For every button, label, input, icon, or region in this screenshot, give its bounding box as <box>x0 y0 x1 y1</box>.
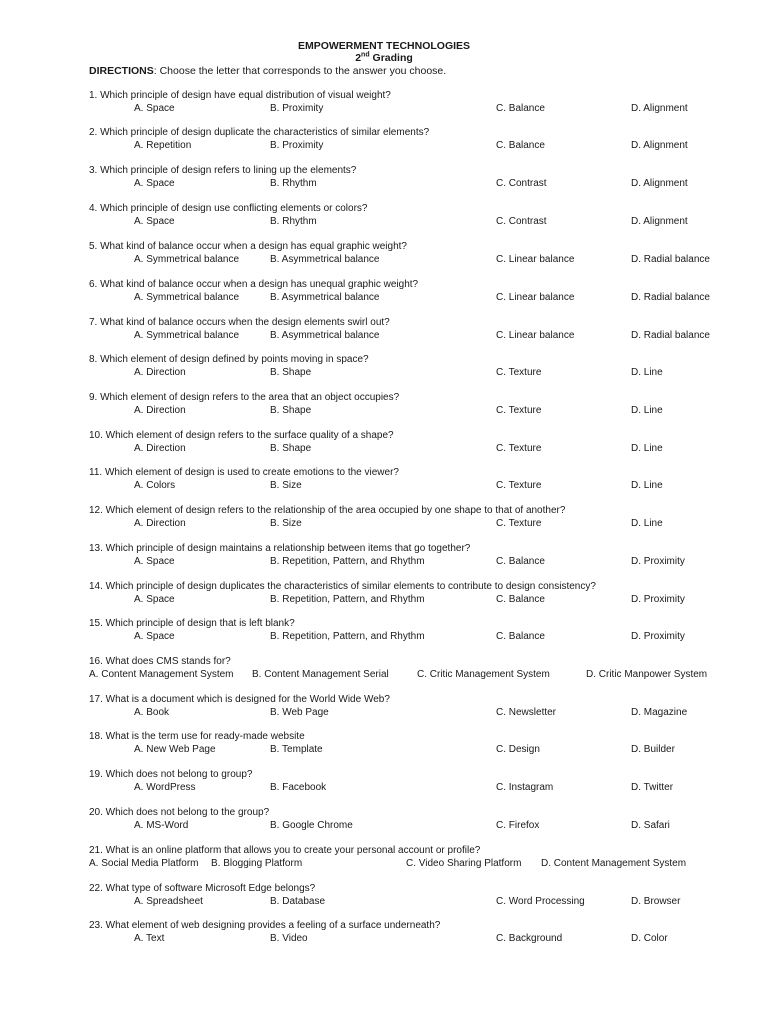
question-text: 22. What type of software Microsoft Edge belongs? <box>89 883 316 894</box>
option-d: D. Builder <box>631 744 675 755</box>
option-c: C. Texture <box>496 405 542 416</box>
option-a: A. Content Management System <box>89 669 234 680</box>
option-d: D. Safari <box>631 820 670 831</box>
question-text: 1. Which principle of design have equal distribution of visual weight? <box>89 90 391 101</box>
grading-ordinal-suffix: nd <box>361 51 370 59</box>
option-d: D. Proximity <box>631 631 685 642</box>
option-b: B. Size <box>270 480 302 491</box>
option-d: D. Line <box>631 405 663 416</box>
option-c: C. Texture <box>496 480 542 491</box>
option-a: A. Repetition <box>134 140 192 151</box>
option-b: B. Repetition, Pattern, and Rhythm <box>270 594 425 605</box>
option-d: D. Line <box>631 443 663 454</box>
question-text: 3. Which principle of design refers to lining up the elements? <box>89 165 357 176</box>
question-text: 15. Which principle of design that is left blank? <box>89 618 295 629</box>
option-b: B. Rhythm <box>270 216 317 227</box>
option-d: D. Alignment <box>631 216 688 227</box>
option-d: D. Radial balance <box>631 330 710 341</box>
option-c: C. Critic Management System <box>417 669 550 680</box>
option-a: A. Direction <box>134 518 186 529</box>
question-text: 5. What kind of balance occur when a design has equal graphic weight? <box>89 241 407 252</box>
question-text: 17. What is a document which is designed for the World Wide Web? <box>89 694 390 705</box>
option-b: B. Rhythm <box>270 178 317 189</box>
directions <box>89 65 446 77</box>
option-a: A. MS-Word <box>134 820 189 831</box>
option-d: D. Alignment <box>631 140 688 151</box>
option-c: C. Newsletter <box>496 707 557 718</box>
option-d: D. Critic Manpower System <box>586 669 708 680</box>
option-b: B. Repetition, Pattern, and Rhythm <box>270 556 425 567</box>
option-b: B. Asymmetrical balance <box>270 292 380 303</box>
option-b: B. Size <box>270 518 302 529</box>
question-text: 11. Which element of design is used to create emotions to the viewer? <box>89 467 399 478</box>
option-a: A. Direction <box>134 405 186 416</box>
question-text: 8. Which element of design defined by points moving in space? <box>89 354 369 365</box>
option-d: D. Twitter <box>631 782 674 793</box>
question-text: 14. Which principle of design duplicates the characteristics of similar elements to contribute to design consistency? <box>89 581 596 592</box>
option-d: D. Line <box>631 480 663 491</box>
option-d: D. Alignment <box>631 178 688 189</box>
option-a: A. Symmetrical balance <box>134 254 240 265</box>
option-a: A. Spreadsheet <box>134 896 203 907</box>
question-text: 12. Which element of design refers to the relationship of the area occupied by one shape to that of another? <box>89 505 566 516</box>
option-d: D. Browser <box>631 896 681 907</box>
option-a: A. Space <box>134 556 175 567</box>
document-title: EMPOWERMENT TECHNOLOGIES <box>297 40 471 52</box>
option-a: A. New Web Page <box>134 744 216 755</box>
option-a: A. Space <box>134 103 175 114</box>
option-c: C. Texture <box>496 367 542 378</box>
question-text: 2. Which principle of design duplicate the characteristics of similar elements? <box>89 127 430 138</box>
question-text: 23. What element of web designing provides a feeling of a surface underneath? <box>89 920 441 931</box>
option-c: C. Balance <box>496 594 545 605</box>
option-c: C. Instagram <box>496 782 554 793</box>
option-a: A. Space <box>134 178 175 189</box>
option-a: A. Symmetrical balance <box>134 330 240 341</box>
option-d: D. Radial balance <box>631 254 710 265</box>
option-a: A. Space <box>134 594 175 605</box>
option-d: D. Radial balance <box>631 292 710 303</box>
option-b: B. Shape <box>270 367 312 378</box>
option-d: D. Line <box>631 518 663 529</box>
option-d: D. Line <box>631 367 663 378</box>
option-b: B. Google Chrome <box>270 820 353 831</box>
option-c: C. Linear balance <box>496 254 575 265</box>
option-d: D. Content Management System <box>541 858 687 869</box>
grading-number: 2 <box>355 52 362 64</box>
option-c: C. Balance <box>496 103 545 114</box>
option-a: A. Symmetrical balance <box>134 292 240 303</box>
option-c: C. Linear balance <box>496 292 575 303</box>
option-a: A. Space <box>134 216 175 227</box>
option-c: C. Texture <box>496 518 542 529</box>
question-text: 7. What kind of balance occurs when the design elements swirl out? <box>89 317 390 328</box>
option-c: C. Linear balance <box>496 330 575 341</box>
question-text: 16. What does CMS stands for? <box>89 656 231 667</box>
option-a: A. Social Media Platform <box>89 858 199 869</box>
option-b: B. Database <box>270 896 326 907</box>
question-text: 10. Which element of design refers to the surface quality of a shape? <box>89 430 394 441</box>
option-b: B. Proximity <box>270 140 324 151</box>
option-b: B. Shape <box>270 443 312 454</box>
option-b: B. Video <box>270 933 308 944</box>
option-c: C. Balance <box>496 631 545 642</box>
option-b: B. Proximity <box>270 103 324 114</box>
option-b: B. Web Page <box>270 707 329 718</box>
option-b: B. Blogging Platform <box>211 858 303 869</box>
question-text: 18. What is the term use for ready-made website <box>89 731 305 742</box>
option-a: A. Direction <box>134 443 186 454</box>
option-d: D. Color <box>631 933 668 944</box>
question-text: 19. Which does not belong to group? <box>89 769 253 780</box>
option-c: C. Design <box>496 744 540 755</box>
option-b: B. Shape <box>270 405 312 416</box>
option-b: B. Asymmetrical balance <box>270 330 380 341</box>
grading-word: Grading <box>372 52 413 64</box>
option-b: B. Asymmetrical balance <box>270 254 380 265</box>
option-b: B. Repetition, Pattern, and Rhythm <box>270 631 425 642</box>
option-c: C. Background <box>496 933 563 944</box>
option-a: A. WordPress <box>134 782 196 793</box>
option-a: A. Space <box>134 631 175 642</box>
question-text: 21. What is an online platform that allows you to create your personal account or profile? <box>89 845 481 856</box>
option-c: C. Contrast <box>496 216 547 227</box>
directions-text: : Choose the letter that corresponds to the answer you choose. <box>153 65 447 77</box>
question-text: 9. Which element of design refers to the area that an object occupies? <box>89 392 400 403</box>
option-d: D. Proximity <box>631 594 685 605</box>
option-b: B. Facebook <box>270 782 327 793</box>
option-a: A. Text <box>134 933 165 944</box>
option-a: A. Colors <box>134 480 176 491</box>
option-d: D. Magazine <box>631 707 688 718</box>
question-text: 6. What kind of balance occur when a design has unequal graphic weight? <box>89 279 419 290</box>
option-c: C. Balance <box>496 556 545 567</box>
option-a: A. Book <box>134 707 170 718</box>
option-c: C. Texture <box>496 443 542 454</box>
option-c: C. Contrast <box>496 178 547 189</box>
option-d: D. Alignment <box>631 103 688 114</box>
question-text: 4. Which principle of design use conflicting elements or colors? <box>89 203 368 214</box>
grading-label <box>0 52 768 64</box>
question-text: 20. Which does not belong to the group? <box>89 807 270 818</box>
option-c: C. Balance <box>496 140 545 151</box>
option-d: D. Proximity <box>631 556 685 567</box>
option-c: C. Word Processing <box>496 896 585 907</box>
option-b: B. Content Management Serial <box>252 669 389 680</box>
question-text: 13. Which principle of design maintains a relationship between items that go together? <box>89 543 471 554</box>
option-b: B. Template <box>270 744 323 755</box>
directions-label: DIRECTIONS <box>89 65 154 77</box>
option-a: A. Direction <box>134 367 186 378</box>
option-c: C. Firefox <box>496 820 540 831</box>
option-c: C. Video Sharing Platform <box>406 858 522 869</box>
